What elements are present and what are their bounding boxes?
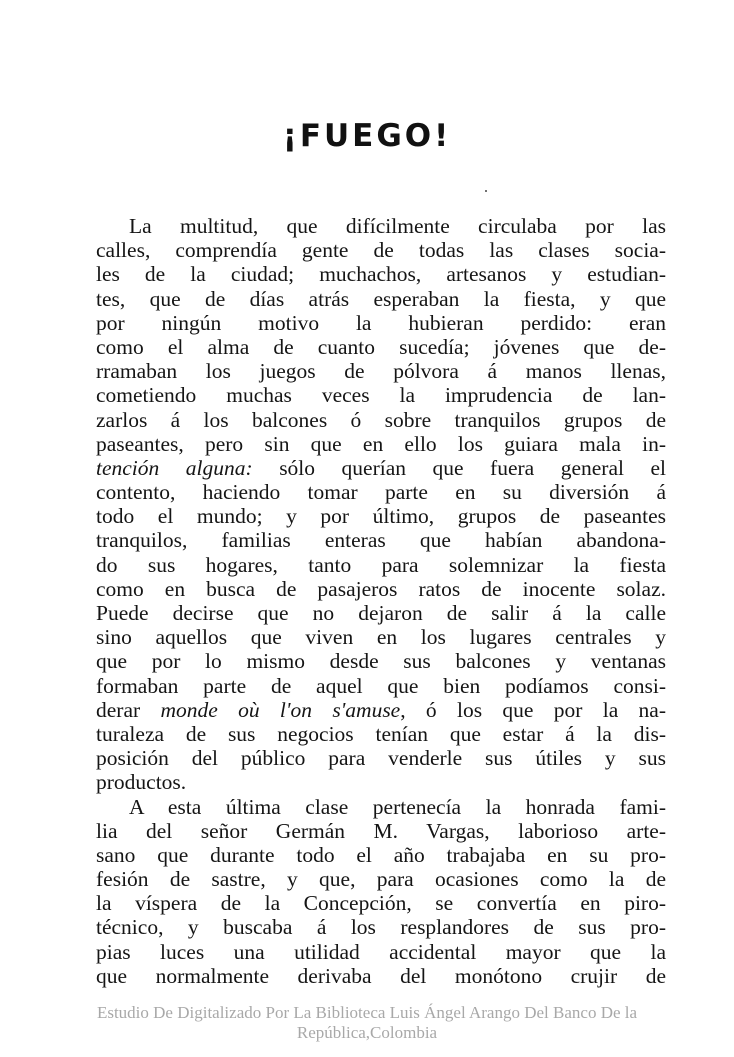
text-segment: pias luces una utilidad accidental mayor que la [96, 939, 666, 964]
text-segment: do sus hogares, tanto para solemnizar la fiesta [96, 552, 666, 577]
text-segment: contento, haciendo tomar parte en su diversión á [96, 480, 666, 505]
text-line [96, 843, 666, 867]
text-line [96, 891, 666, 915]
text-line [96, 940, 666, 964]
text-line [96, 504, 666, 528]
text-line [96, 335, 666, 359]
text-line [96, 408, 666, 432]
text-line [96, 214, 666, 238]
text-line [96, 287, 666, 311]
body-text [96, 214, 666, 988]
text-segment: que por lo mismo desde sus balcones y ventanas [96, 649, 666, 674]
text-line [96, 359, 666, 383]
text-line [96, 674, 666, 698]
text-segment: calles, comprendía gente de todas las clases socia- [96, 238, 666, 263]
text-line [96, 480, 666, 504]
text-segment: todo el mundo; y por último, grupos de paseantes [96, 504, 666, 529]
text-line [96, 746, 666, 770]
text-segment: cometiendo muchas veces la imprudencia de lan- [96, 383, 666, 408]
text-segment: tes, que de días atrás esperaban la fiesta, y que [96, 286, 666, 311]
text-line [96, 867, 666, 891]
text-segment: sólo querían que fuera general el [279, 455, 666, 480]
text-segment: la víspera de la Concepción, se convertía en piro- [96, 891, 666, 916]
italic-text-segment: tención alguna: [96, 455, 280, 480]
text-line [96, 432, 666, 456]
ink-speck [485, 190, 487, 192]
text-line [96, 649, 666, 673]
text-line [96, 722, 666, 746]
text-line [96, 577, 666, 601]
digitization-watermark [0, 1003, 734, 1043]
text-line [96, 698, 666, 722]
text-line [96, 601, 666, 625]
text-segment: derar [96, 697, 161, 722]
watermark-line-1: Estudio De Digitalizado Por La Biblioteca Luis Ángel Arango Del Banco De la [96, 1003, 638, 1022]
text-segment: formaban parte de aquel que bien podíamos consi- [96, 673, 666, 698]
text-line [96, 528, 666, 552]
text-segment: posición del público para venderle sus útiles y sus [96, 746, 666, 771]
page-title: ¡FUEGO! [282, 118, 452, 154]
text-line [96, 625, 666, 649]
text-line [96, 964, 666, 988]
text-line [96, 915, 666, 939]
text-line [96, 238, 666, 262]
text-segment: Puede decirse que no dejaron de salir á la calle [96, 601, 666, 625]
text-segment: les de la ciudad; muchachos, artesanos y estudian- [96, 262, 666, 287]
text-segment: La multitud, que difícilmente circulaba por las [129, 214, 666, 238]
text-segment: paseantes, pero sin que en ello los guiara mala in- [96, 431, 666, 456]
text-segment: zarlos á los balcones ó sobre tranquilos grupos de [96, 407, 666, 432]
text-line [96, 456, 666, 480]
text-segment: , ó los que por la na- [400, 697, 667, 722]
watermark-line-2: República,Colombia [296, 1023, 438, 1042]
text-line [96, 311, 666, 335]
text-segment: que normalmente derivaba del monótono crujir de [96, 963, 666, 988]
text-segment: tranquilos, familias enteras que habían abandona- [96, 528, 666, 553]
italic-text-segment: monde où l'on s'amuse [160, 697, 401, 722]
text-line [96, 383, 666, 407]
text-segment: sino aquellos que viven en los lugares centrales y [96, 625, 666, 650]
text-line [96, 553, 666, 577]
text-segment: técnico, y buscaba á los resplandores de sus pro- [96, 915, 666, 940]
text-segment: A esta última clase pertenecía la honrada fami- [129, 794, 666, 819]
text-segment: sano que durante todo el año trabajaba en su pro- [96, 842, 666, 867]
text-line [96, 819, 666, 843]
text-segment: por ningún motivo la hubieran perdido: eran [96, 310, 666, 335]
text-segment: turaleza de sus negocios tenían que estar á la dis- [96, 721, 666, 746]
text-segment: como el alma de cuanto sucedía; jóvenes que de- [96, 334, 666, 359]
text-segment: lia del señor Germán M. Vargas, laborioso arte- [96, 818, 666, 843]
text-segment: productos. [96, 770, 187, 795]
text-line [96, 262, 666, 286]
text-segment: como en busca de pasajeros ratos de inocente solaz. [96, 576, 666, 601]
text-segment: fesión de sastre, y que, para ocasiones como la de [96, 867, 666, 892]
text-segment: rramaban los juegos de pólvora á manos llenas, [96, 359, 666, 384]
text-line [96, 770, 666, 794]
text-line [96, 795, 666, 819]
